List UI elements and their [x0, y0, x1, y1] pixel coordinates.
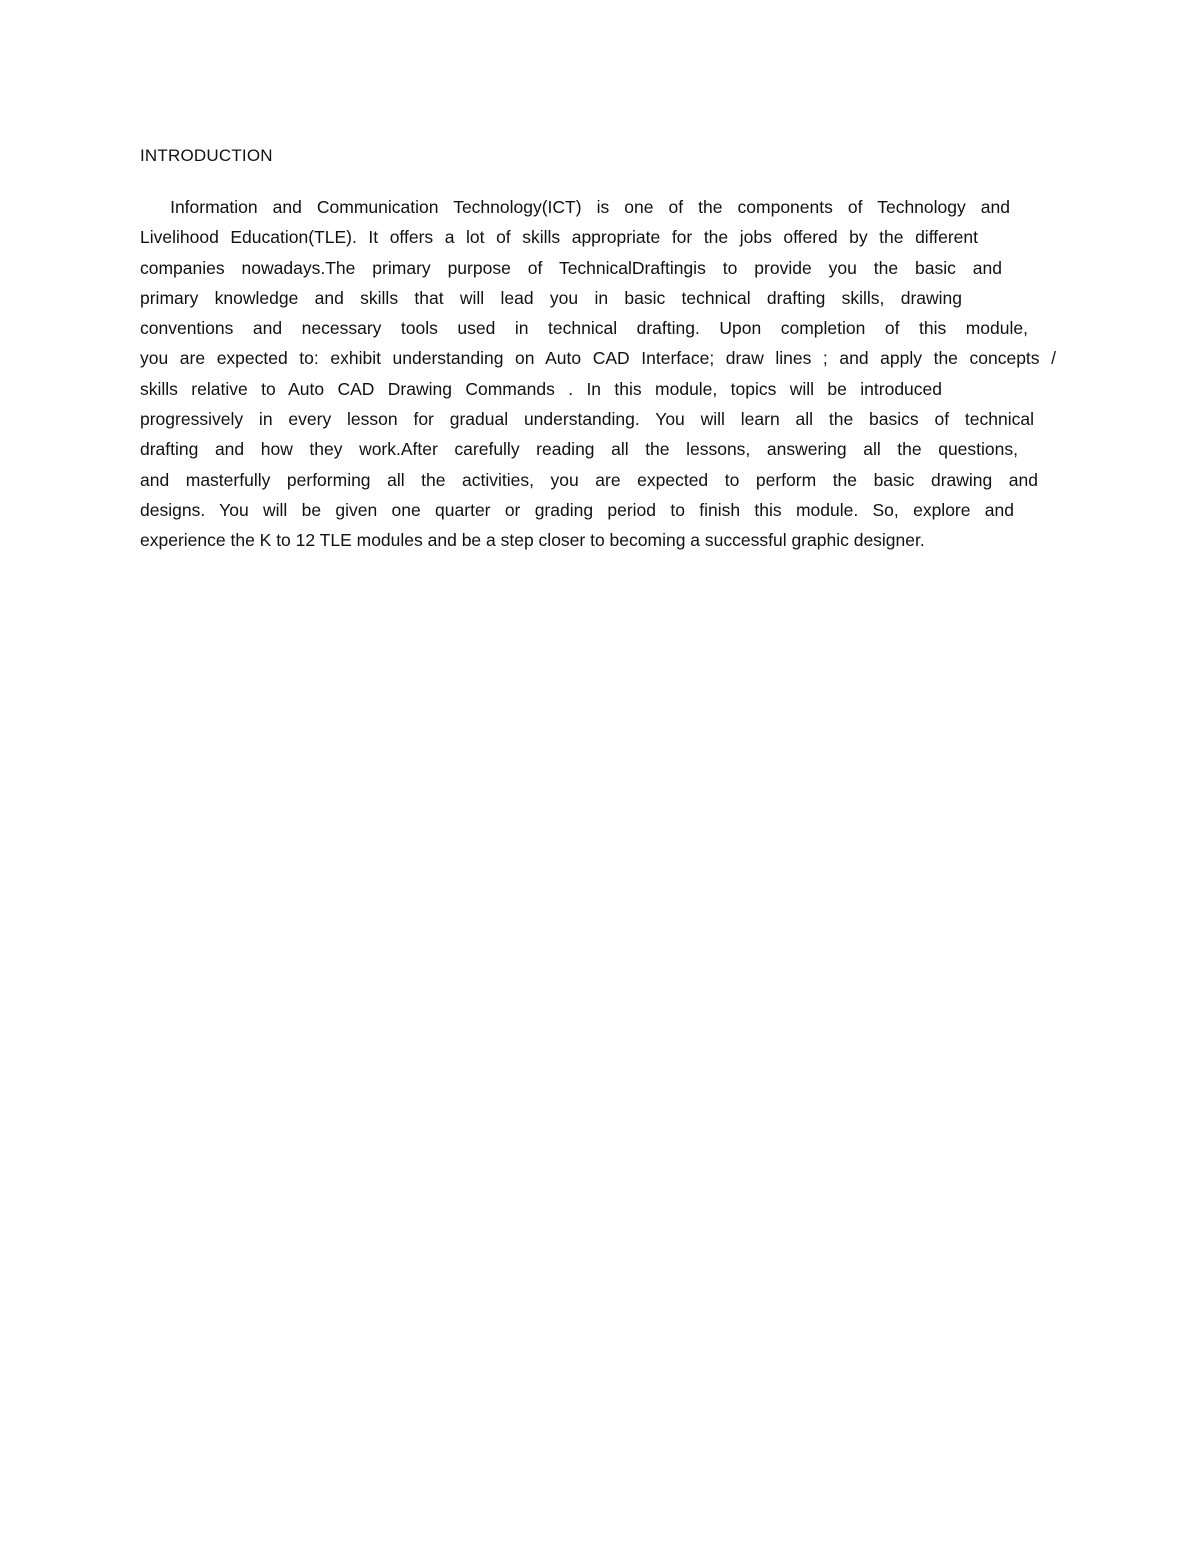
- paragraph-line: Livelihood Education(TLE). It offers a lot of skills appropriate for the jobs offered by the different: [140, 227, 978, 248]
- paragraph-line: and masterfully performing all the activities, you are expected to perform the basic drawing and: [140, 469, 1038, 490]
- paragraph-line: designs. You will be given one quarter or grading period to finish this module. So, explore and: [140, 499, 1014, 520]
- paragraph-line: conventions and necessary tools used in technical drafting. Upon completion of this module,: [140, 318, 1028, 339]
- paragraph-line: companies nowadays.The primary purpose of TechnicalDraftingis to provide you the basic and: [140, 257, 1002, 278]
- section-heading: INTRODUCTION: [140, 146, 273, 165]
- introduction-paragraph: [140, 192, 1070, 556]
- paragraph-line: Information and Communication Technology(ICT) is one of the components of Technology and: [140, 197, 1010, 217]
- paragraph-line: experience the K to 12 TLE modules and be a step closer to becoming a successful graphic designer.: [140, 530, 925, 551]
- paragraph-line: progressively in every lesson for gradual understanding. You will learn all the basics of technical: [140, 409, 1034, 430]
- paragraph-line: you are expected to: exhibit understanding on Auto CAD Interface; draw lines ; and apply the concepts /: [140, 348, 1056, 369]
- paragraph-line: skills relative to Auto CAD Drawing Commands . In this module, topics will be introduced: [140, 378, 942, 399]
- paragraph-line: primary knowledge and skills that will lead you in basic technical drafting skills, drawing: [140, 287, 962, 308]
- paragraph-line: drafting and how they work.After carefully reading all the lessons, answering all the questions,: [140, 439, 1018, 460]
